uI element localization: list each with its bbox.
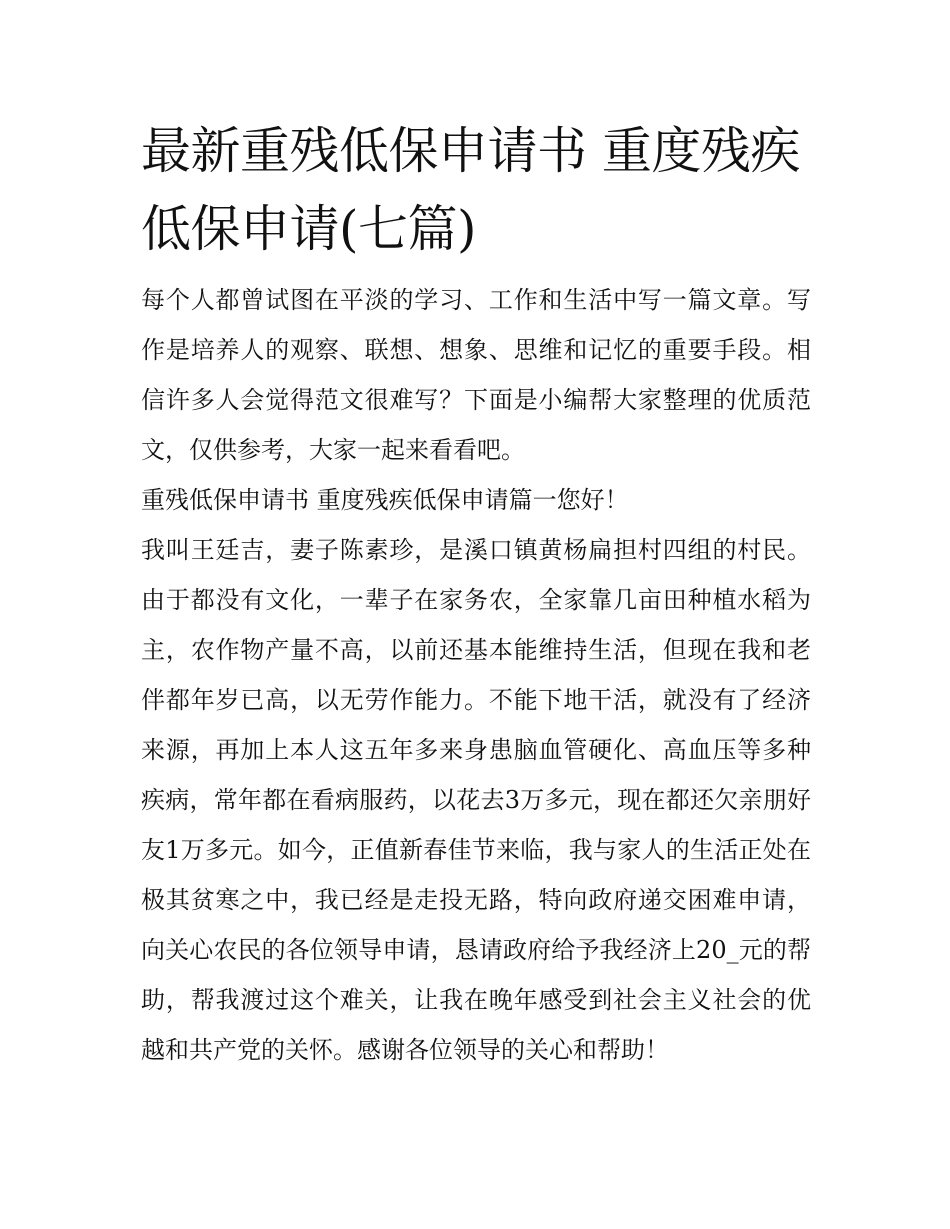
document-title: 最新重残低保申请书 重度残疾低保申请(七篇)	[141, 122, 800, 258]
letter-paragraph: 我叫王廷吉，妻子陈素珍，是溪口镇黄杨扁担村四组的村民。由于都没有文化，一辈子在家务农，全家靠几亩田种植水稻为主，农作物产量不高，以前还基本能维持生活，但现在我和老伴都年岁已高，以无劳作能力。不能下地干活，就没有了经济来源，再加上本人这五年多来身患脑血管硬化、高血压等多种疾病，常年都在看病服药，以花去3万多元，现在都还欠亲朋好友1万多元。如今，正值新春佳节来临，我与家人的生活正处在极其贫寒之中，我已经是走投无路，特向政府递交困难申请，向关心农民的各位领导申请，恳请政府给予我经济上20_元的帮助，帮我渡过这个难关，让我在晚年感受到社会主义社会的优越和共产党的关怀。感谢各位领导的关心和帮助！	[141, 536, 811, 1064]
section-heading: 重残低保申请书 重度残疾低保申请篇一您好！	[141, 486, 629, 514]
intro-paragraph: 每个人都曾试图在平淡的学习、工作和生活中写一篇文章。写作是培养人的观察、联想、想象、思维和记忆的重要手段。相信许多人会觉得范文很难写？下面是小编帮大家整理的优质范文，仅供参考，大家一起来看看吧。	[141, 286, 811, 464]
